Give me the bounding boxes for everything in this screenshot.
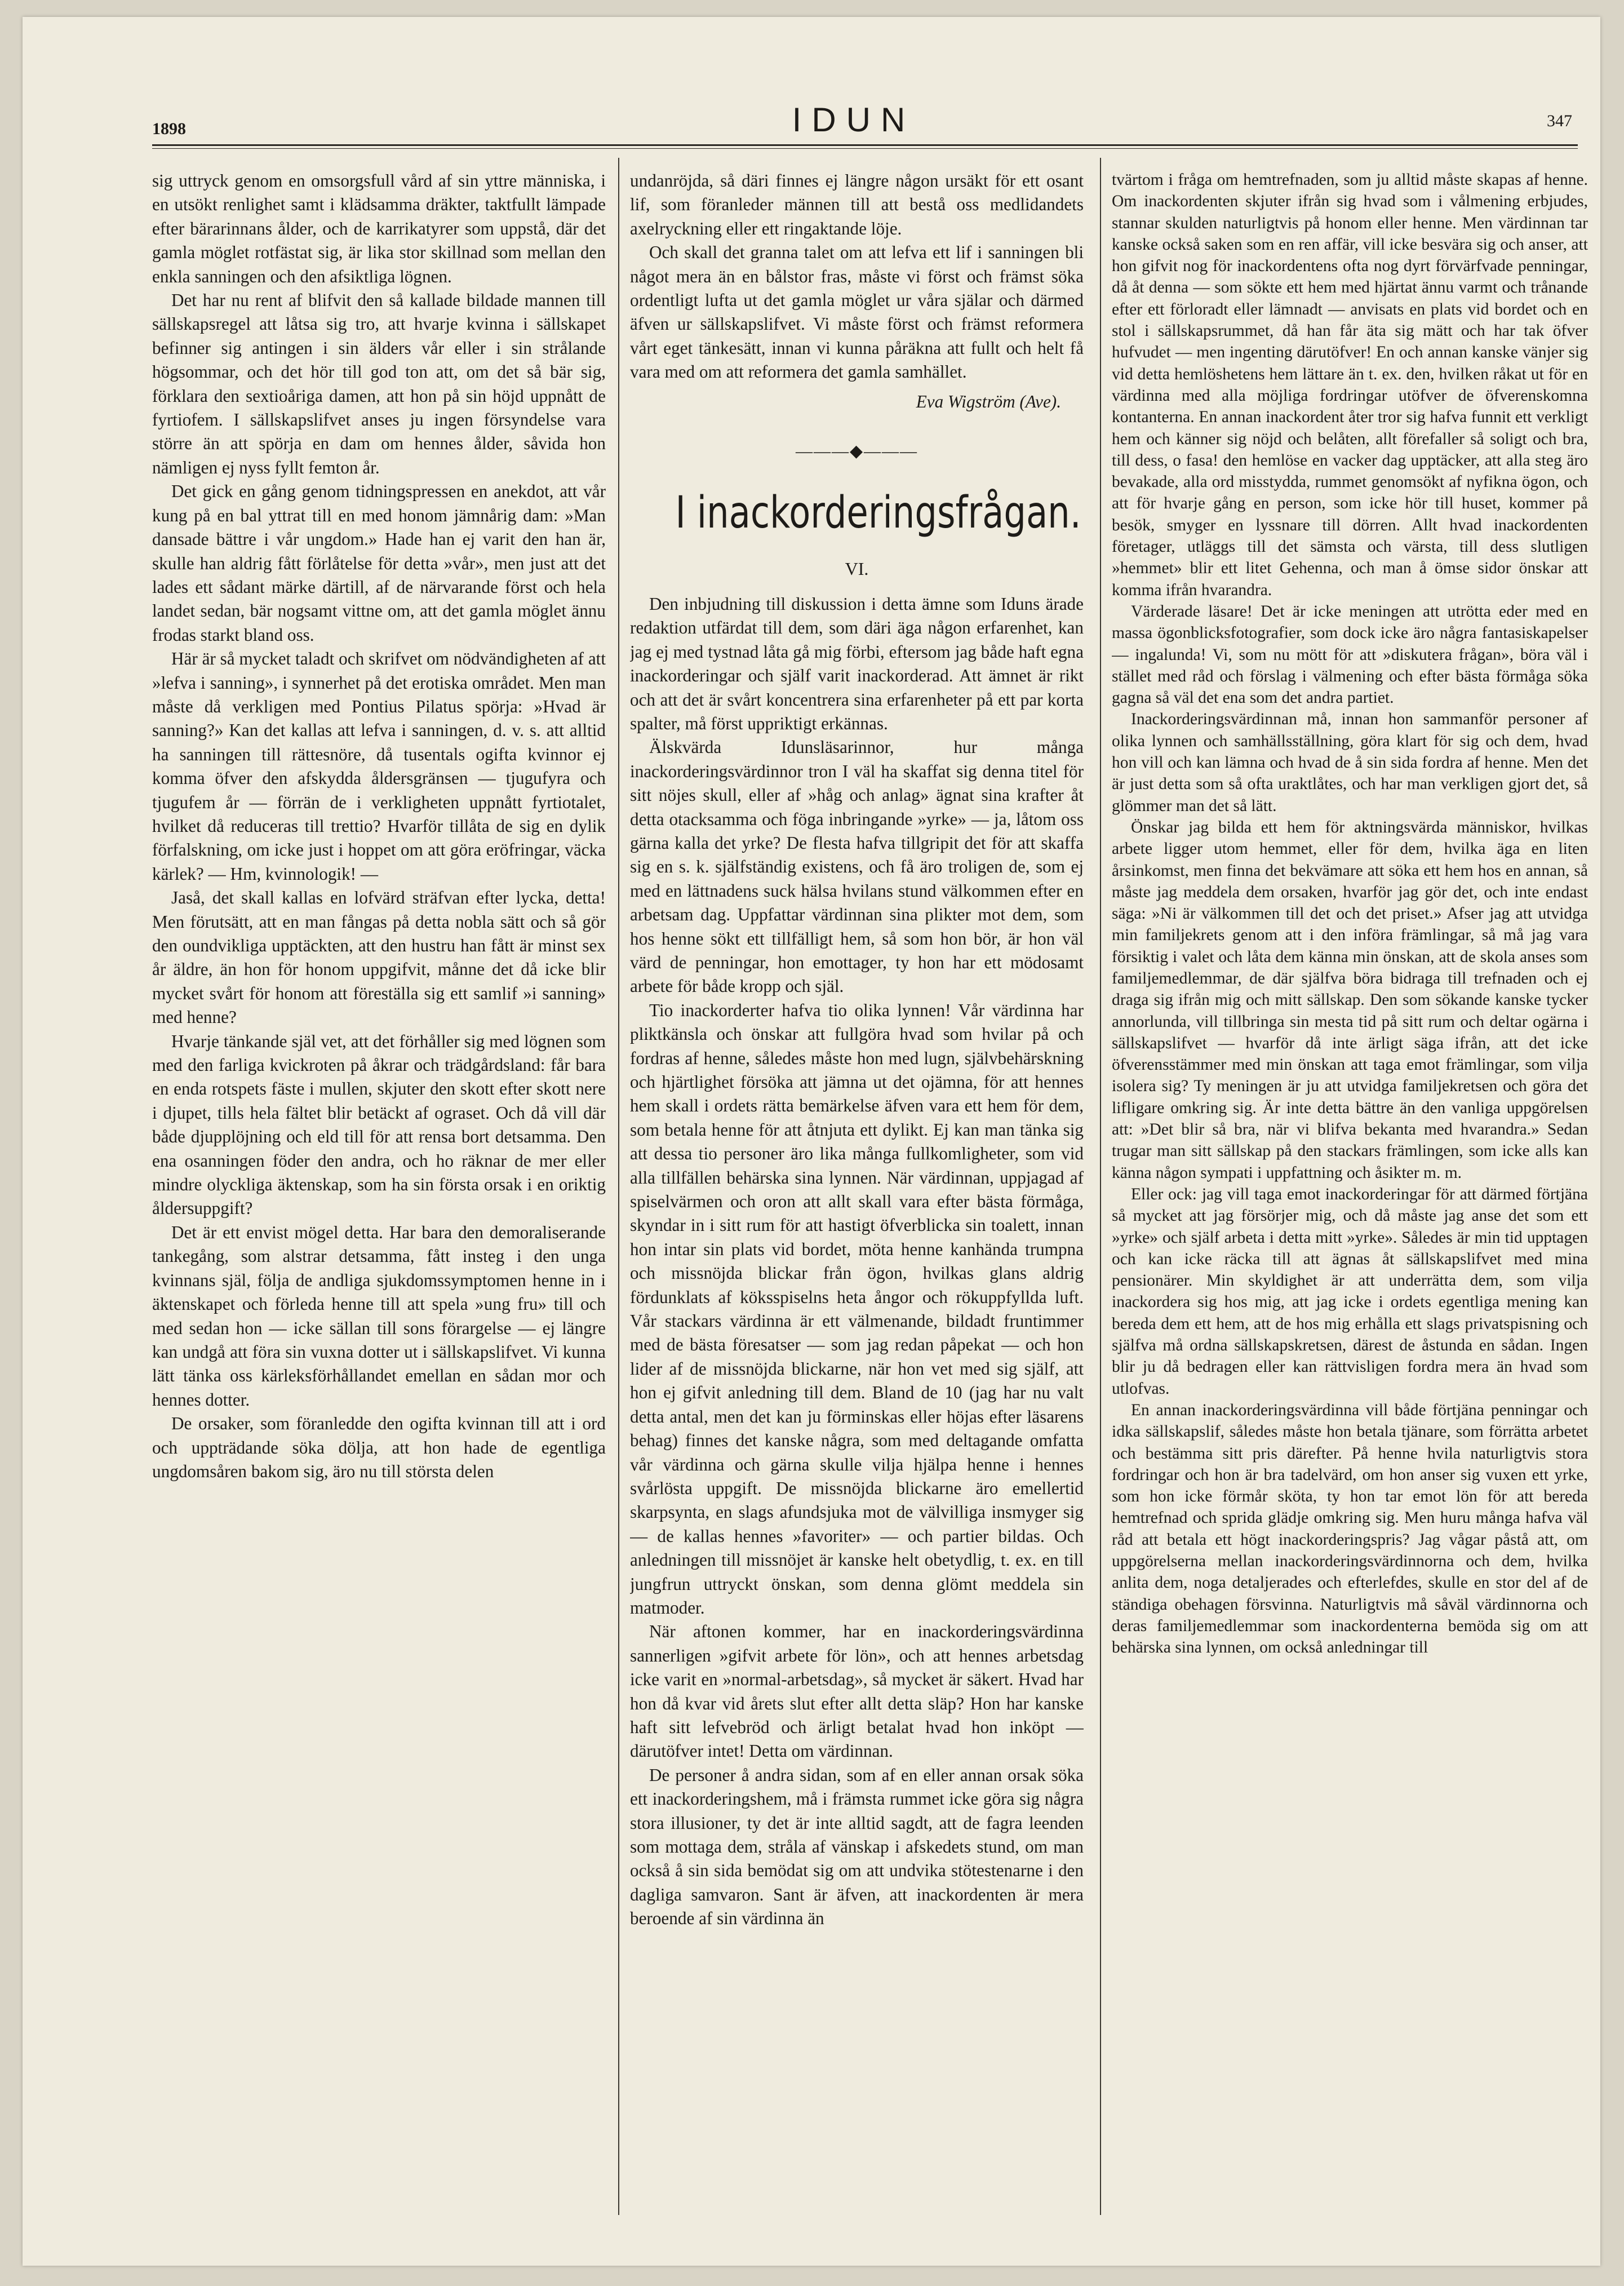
header-rule [152,144,1578,146]
column-1 [152,169,606,2215]
paragraph: Hvarje tänkande själ vet, att det förhåller sig med lögnen som med den farliga kvickroten på åkrar och trädgårdsland: får bara en enda rotspets fäste i mullen, skjuter den skott efter skott nere i djupet, tills hela fältet blir betäckt af ograset. Och då vill där både djupplöjning och eld till för att rensa bort detsamma. Den ena osanningen föder den andra, och ho räknar de mer eller mindre olyckliga äktenskap, som ha sin första orsak i en oriktig åldersuppgift? [152,1031,606,1219]
article-heading: I inackorderingsfrågan. [675,488,1081,539]
paragraph: Och skall det granna talet om att lefva ett lif i sanningen bli något mera än en bålstor fras, måste vi först och främst söka ordentligt lufta ut det gamla möglet ur våra själar och därmed äfven ur sällskapslifvet. Vi måste först och främst reformera vårt eget tänkesätt, innan vi kunna påräkna att fullt och helt få vara med om att reformera det gamla samhället. [630,242,1084,382]
column-divider [618,158,619,2215]
header-rule-thin [152,148,1578,149]
paragraph: Det har nu rent af blifvit den så kallade bildade mannen till sällskapsregel att låtsa sig tro, att hvarje kvinna i sällskapet befinner sig antingen i sin älders vår eller i sin strålande högsommar, och det hör till god ton att, om det så bär sig, förklara den sextioåriga damen, att hon på sin höjd uppnått de fyrtiofem. I sällskapslifvet anses ju ingen försyndelse vara större än att spörja en dam om hennes ålder, såvida hon nämligen ej nyss fyllt femton år. [152,290,606,477]
paragraph: Eller ock: jag vill taga emot inackorderingar för att därmed förtjäna så mycket att jag försörjer mig, och då måste jag anse det som ett »yrke» och själf arbeta i detta mitt »yrke». Således är min tid upptagen och kan icke räcka till att ägnas åt sällskapslifvet med mina pensionärer. Min skyldighet är att underrätta dem, som vilja inackordera sig hos mig, att jag icke i ordets egentliga mening kan bereda dem ett hem, att de hos mig erhålla ett slags privatspisning och själfva må ordna sällskapskretsen, därest de åstunda en sådan. Ingen blir ju då bedragen eller kan rättvisligen fordra mera än hvad som utlofvas. [1112,1185,1588,1398]
header-year: 1898 [152,119,186,138]
paragraph: De personer å andra sidan, som af en eller annan orsak söka ett inackorderingshem, må i främsta rummet icke göra sig några stora illusioner, ty det är inte alltid sagdt, att de fagra leenden som mottaga dem, stråla af vänskap i afskedets stund, om man också å sin sida bemödat sig om att undvika stötestenarne i den dagliga samvaron. Sant är äfven, att inackordenten är mera beroende af sin värdinna än [630,1765,1084,1929]
paragraph: Det gick en gång genom tidningspressen en anekdot, att vår kung på en bal yttrat till en med honom jämnårig dam: »Man dansade bättre i vår ungdom.» Hade han ej varit den han är, skulle han aldrig fått förlåtelse för detta »vår», men just att det lades ett sådant märke därtill, af de närvarande först och hela landet sedan, bär nogsamt vittne om, att det gamla möglet ännu frodas starkt bland oss. [152,481,606,645]
article-signature: Eva Wigström (Ave). [916,391,1061,411]
paragraph: Önskar jag bilda ett hem för aktningsvärda människor, hvilkas arbete ligger utom hemmet, eller för dem, hvilka äga en liten årsinkomst, men finna det bekvämare att söka ett hem hos en annan, så måste jag meddela dem orsaken, hvarför jag gör det, och inte endast säga: »Ni är välkommen till det och det priset.» Afser jag att utvidga min familjekrets genom att i den införa främlingar, så må jag vara försiktig i valet och låta dem känna min önskan, att de skola anses som familjemedlemmar, de där själfva böra bidraga till trefnaden och ej draga sig ifrån mig och mitt sällskap. Den som sökande kanske tycker annorlunda, vill tillbringa sin mesta tid på sitt rum och deltar ogärna i sällskapslifvet — hvarför då inte ärligt säga ifrån, att det icke öfverensstämmer med min önskan att taga emot främlingar, som vilja isolera sig? Ty meningen är ju att utvidga familjekretsen och göra det lifligare omkring sig. Är inte detta bättre än den vanliga uppgörelsen att: »Det blir så bra, när vi blifva bekanta med hvarandra.» Sedan trugar man sitt sällskap på den stackars främlingen, som icke alls kan känna någon sympati i uppfattning och åsikter m. m. [1112,818,1588,1182]
column-3 [1112,169,1588,2215]
paragraph: sig uttryck genom en omsorgsfull vård af sin yttre människa, i en utsökt renlighet samt i klädsamma dräkter, taktfullt lämpade efter bärarinnans ålder, och de karrikatyrer som uppstå, där det gamla möglet rotfästat sig, är lika stor skillnad som mellan den enkla sanningen och den afsiktliga lögnen. [152,171,606,286]
newspaper-page [23,17,1600,2266]
magazine-title: IDUN [792,101,916,139]
section-separator: ———◆——— [795,442,919,461]
paragraph: Det är ett envist mögel detta. Har bara den demoraliserande tankegång, som alstrar detsamma, fått insteg i den unga kvinnans själ, följa de andliga sjukdomssymptomen henne in i äktenskapet och förleda henne till att spela »ung fru» till och med sedan hon — icke sällan till sons förargelse — ej längre kan undgå att föra sin vuxna dotter ut i sällskapslifvet. Vi kunna lätt tänka oss kärleksförhållandet emellan en sådan mor och hennes dotter. [152,1222,606,1410]
paragraph: Värderade läsare! Det är icke meningen att utrötta eder med en massa ögonblicksfotografier, som dock icke äro några fantasiskapelser — ingalunda! Vi, som nu mött för att »diskutera frågan», böra väl i stället med råd och förslag i välmening och efter bästa förmåga söka gagna så väl det ena som det andra partiet. [1112,602,1588,707]
page-header [130,96,1578,147]
paragraph: Den inbjudning till diskussion i detta ämne som Iduns ärade redaktion utfärdat till dem, som däri äga någon erfarenhet, kan jag ej med tystnad låta gå mig förbi, eftersom jag både haft egna inackorderingar och själf varit inackorderad. Att ämnet är rikt och att det är svårt koncentrera sina erfarenheter på ett par korta spalter, må först uppriktigt erkännas. [630,593,1084,733]
paragraph: Här är så mycket taladt och skrifvet om nödvändigheten af att »lefva i sanning», i synnerhet på det erotiska området. Men man måste då verkligen med Pontius Pilatus spörja: »Hvad är sanning?» Kan det kallas att lefva i sanningen, d. v. s. att alltid ha sanningen till rättesnöre, då tusentals ogifta kvinnor ej komma öfver den afskydda åldersgränsen — tjugufyra och tjugufem år — förrän de i verkligheten uppnått fyrtiotalet, hvilket då reduceras till trettio? Hvarför tillåta de sig en dylik förfalskning, om icke just i hoppet om att göra eröfringar, väcka kärlek? — Hm, kvinnologik! — [152,649,606,884]
article-number: VI. [845,559,869,579]
paragraph: En annan inackorderingsvärdinna vill både förtjäna penningar och idka sällskapslif, således måste hon betala tjänare, som förrätta arbetet och bestämma sitt pris därefter. På henne hvila naturligtvis stora fordringar och hon är bra tadelvärd, om hon anser sig vuxen ett yrke, som hon icke förmår sköta, ty hon tar emot lön för att bereda hemtrefnad och sprida glädje omkring sig. Men huru många hafva väl råd att betala ett högt inackorderingspris? Jag vågar påstå att, om uppgörelserna mellan inackorderingsvärdinnorna och dem, hvilka anlita dem, noga detaljerades och efterlefdes, skulle en stor del af de ständiga obehagen försvinna. Naturligtvis må såväl värdinnorna och deras familjemedlemmar som inackordenterna bemöda sig om att behärska sina lynnen, om också anledningar till [1112,1401,1588,1657]
paragraph: Tio inackorderter hafva tio olika lynnen! Vår värdinna har pliktkänsla och önskar att fullgöra hvad som hvilar på och fordras af henne, således måste hon med lugn, självbehärskning och hjärtlighet försöka att jämna ut det ojämna, för att hennes hem skall i ordets rätta bemärkelse äfven vara ett hem för dem, som betala henne för att åtnjuta ett dylikt. Ej kan man tänka sig att dessa tio personer äro lika många fullkomligheter, som vid alla tillfällen behärska sina lynnen. När värdinnan, uppjagad af spiselvärmen och oron att allt skall vara efter bästa förmåga, skyndar in i sitt rum för att hastigt öfverblicka sin toalett, innan hon intar sin plats vid bordet, möta henne kanhända trumpna och missnöjda blickar från ögon, hvilkas glans aldrig fördunklats af köksspiselns heta ångor och rökuppfyllda luft. Vår stackars värdinna är ett välmenande, bildadt fruntimmer med de bästa föresatser — som jag redan påpekat — och hon lider af de missnöjda blickarne, när hon vet med sig själf, att hon ej gifvit anledning till dem. Bland de 10 (jag har nu valt detta antal, men det kan ju förminskas eller höjas efter läsarens behag) finnes det kanske några, som med deltagande omfatta vår värdinna och gärna skulle vilja hjälpa henne i hennes svårlösta uppgift. De missnöjda blickarne äro emellertid skarpsynta, en slags afundsjuka mot de välvilliga insmyger sig — de kallas hennes »favoriter» — och partier bildas. Och anledningen till missnöjet är kanske helt obetydlig, t. ex. en till jungfrun uttryckt önskan, som denna glömt meddela sin matmoder. [630,1000,1084,1618]
paragraph: Jaså, det skall kallas en lofvärd sträfvan efter lycka, detta! Men förutsätt, att en man fångas på detta nobla sätt och så gör den oundvikliga upptäckten, att den hustru han fått är minst sex år äldre, än hon för honom uppgifvit, månne det då icke blir mycket svårt för honom att föreställa sig ett samlif »i sanning» med henne? [152,888,606,1027]
page-number: 347 [1547,112,1572,130]
paragraph: tvärtom i fråga om hemtrefnaden, som ju alltid måste skapas af henne. Om inackordenten skjuter ifrån sig hvad som i vålmening erbjudes, stannar skulden naturligtvis på honom eller henne. Men värdinnan tar kanske också saken som en ren affär, vill icke besvära sig och anser, att hon gifvit nog för inackordentens ofta nog dyrt förvärfvade penningar, då åt denna — som sökte ett hem med hjärtat ännu varmt och trånande efter ett förloradt eller lämnadt — anvisats en plats vid bordet och en stol i sällskapsrummet, då han får äta sig mätt och har tak öfver hufvudet — men ingenting därutöfver! En och annan kanske vänjer sig vid detta hemlöshetens hem lättare än t. ex. den, hvilken råkat ut för en värdinna med alla möjliga fordringar utöfver de öfverenskomna kontanterna. En annan inackordent åter tror sig hafva funnit ett verkligt hem och känner sig nöjd och belåten, allt förefaller så soligt och bra, till dess, o fasa! den hemlöse en vacker dag upptäcker, att alla steg äro bevakade, alla ord misstydda, rummet genomsökt af nyfikna ögon, och att för hvarje gång en person, som icke hör till huset, kommer på besök, smyger en lyssnare till dörren. Allt hvad inackordenten företager, utläggs till det sämsta och värsta, till dess slutligen »hemmet» blir ett litet Gehenna, och man å ömse sidor önskar att komma ifrån hvarandra. [1112,171,1588,599]
paragraph: De orsaker, som föranledde den ogifta kvinnan till att i ord och uppträdande söka dölja, att hon hade de egentliga ungdomsåren bakom sig, äro nu till största delen [152,1414,606,1481]
paragraph: Inackorderingsvärdinnan må, innan hon sammanför personer af olika lynnen och samhällsställning, göra klart för sig och dem, hvad hon vill och kan lämna och hvad de å sin sida fordra af henne. Men det är just detta som så ofta uraktlåtes, och har man verkligen gjort det, så glömmer man det så lätt. [1112,710,1588,815]
paragraph: När aftonen kommer, har en inackorderingsvärdinna sannerligen »gifvit arbete för lön», och att hennes arbetsdag icke varit en »normal-arbetsdag», så mycket är säkert. Hvad har hon då kvar vid årets slut efter allt detta släp? Hon har kanske haft sitt lefvebröd och ärligt betalat hvad hon inköpt — därutöfver intet! Detta om värdinnan. [630,1622,1084,1761]
column-2 [630,169,1084,2215]
column-divider [1100,158,1101,2215]
paragraph: undanröjda, så däri finnes ej längre någon ursäkt för ett osant lif, som föranleder männen till att bestå oss medlidandets axelryckning eller ett ringaktande löje. [630,171,1084,238]
paragraph: Älskvärda Idunsläsarinnor, hur många inackorderingsvärdinnor tron I väl ha skaffat sig denna titel för sitt nöjes skull, eller af »håg och anlag» ägnat sina krafter åt detta otacksamma och föga inbringande »yrke» — ja, låtom oss gärna kalla det yrke? De flesta hafva tillgripit det för att skaffa sig en s. k. själfständig existens, och få äro troligen de, som ej med en lättnadens suck hälsa hvilans stund välkommen efter en arbetsam dag. Uppfattar värdinnan sina plikter mot dem, som hos henne sökt ett tillfälligt hem, så som hon bör, är hon väl värd de penningar, hon emottager, ty hon har ett mödosamt arbete för både kropp och själ. [630,737,1084,996]
